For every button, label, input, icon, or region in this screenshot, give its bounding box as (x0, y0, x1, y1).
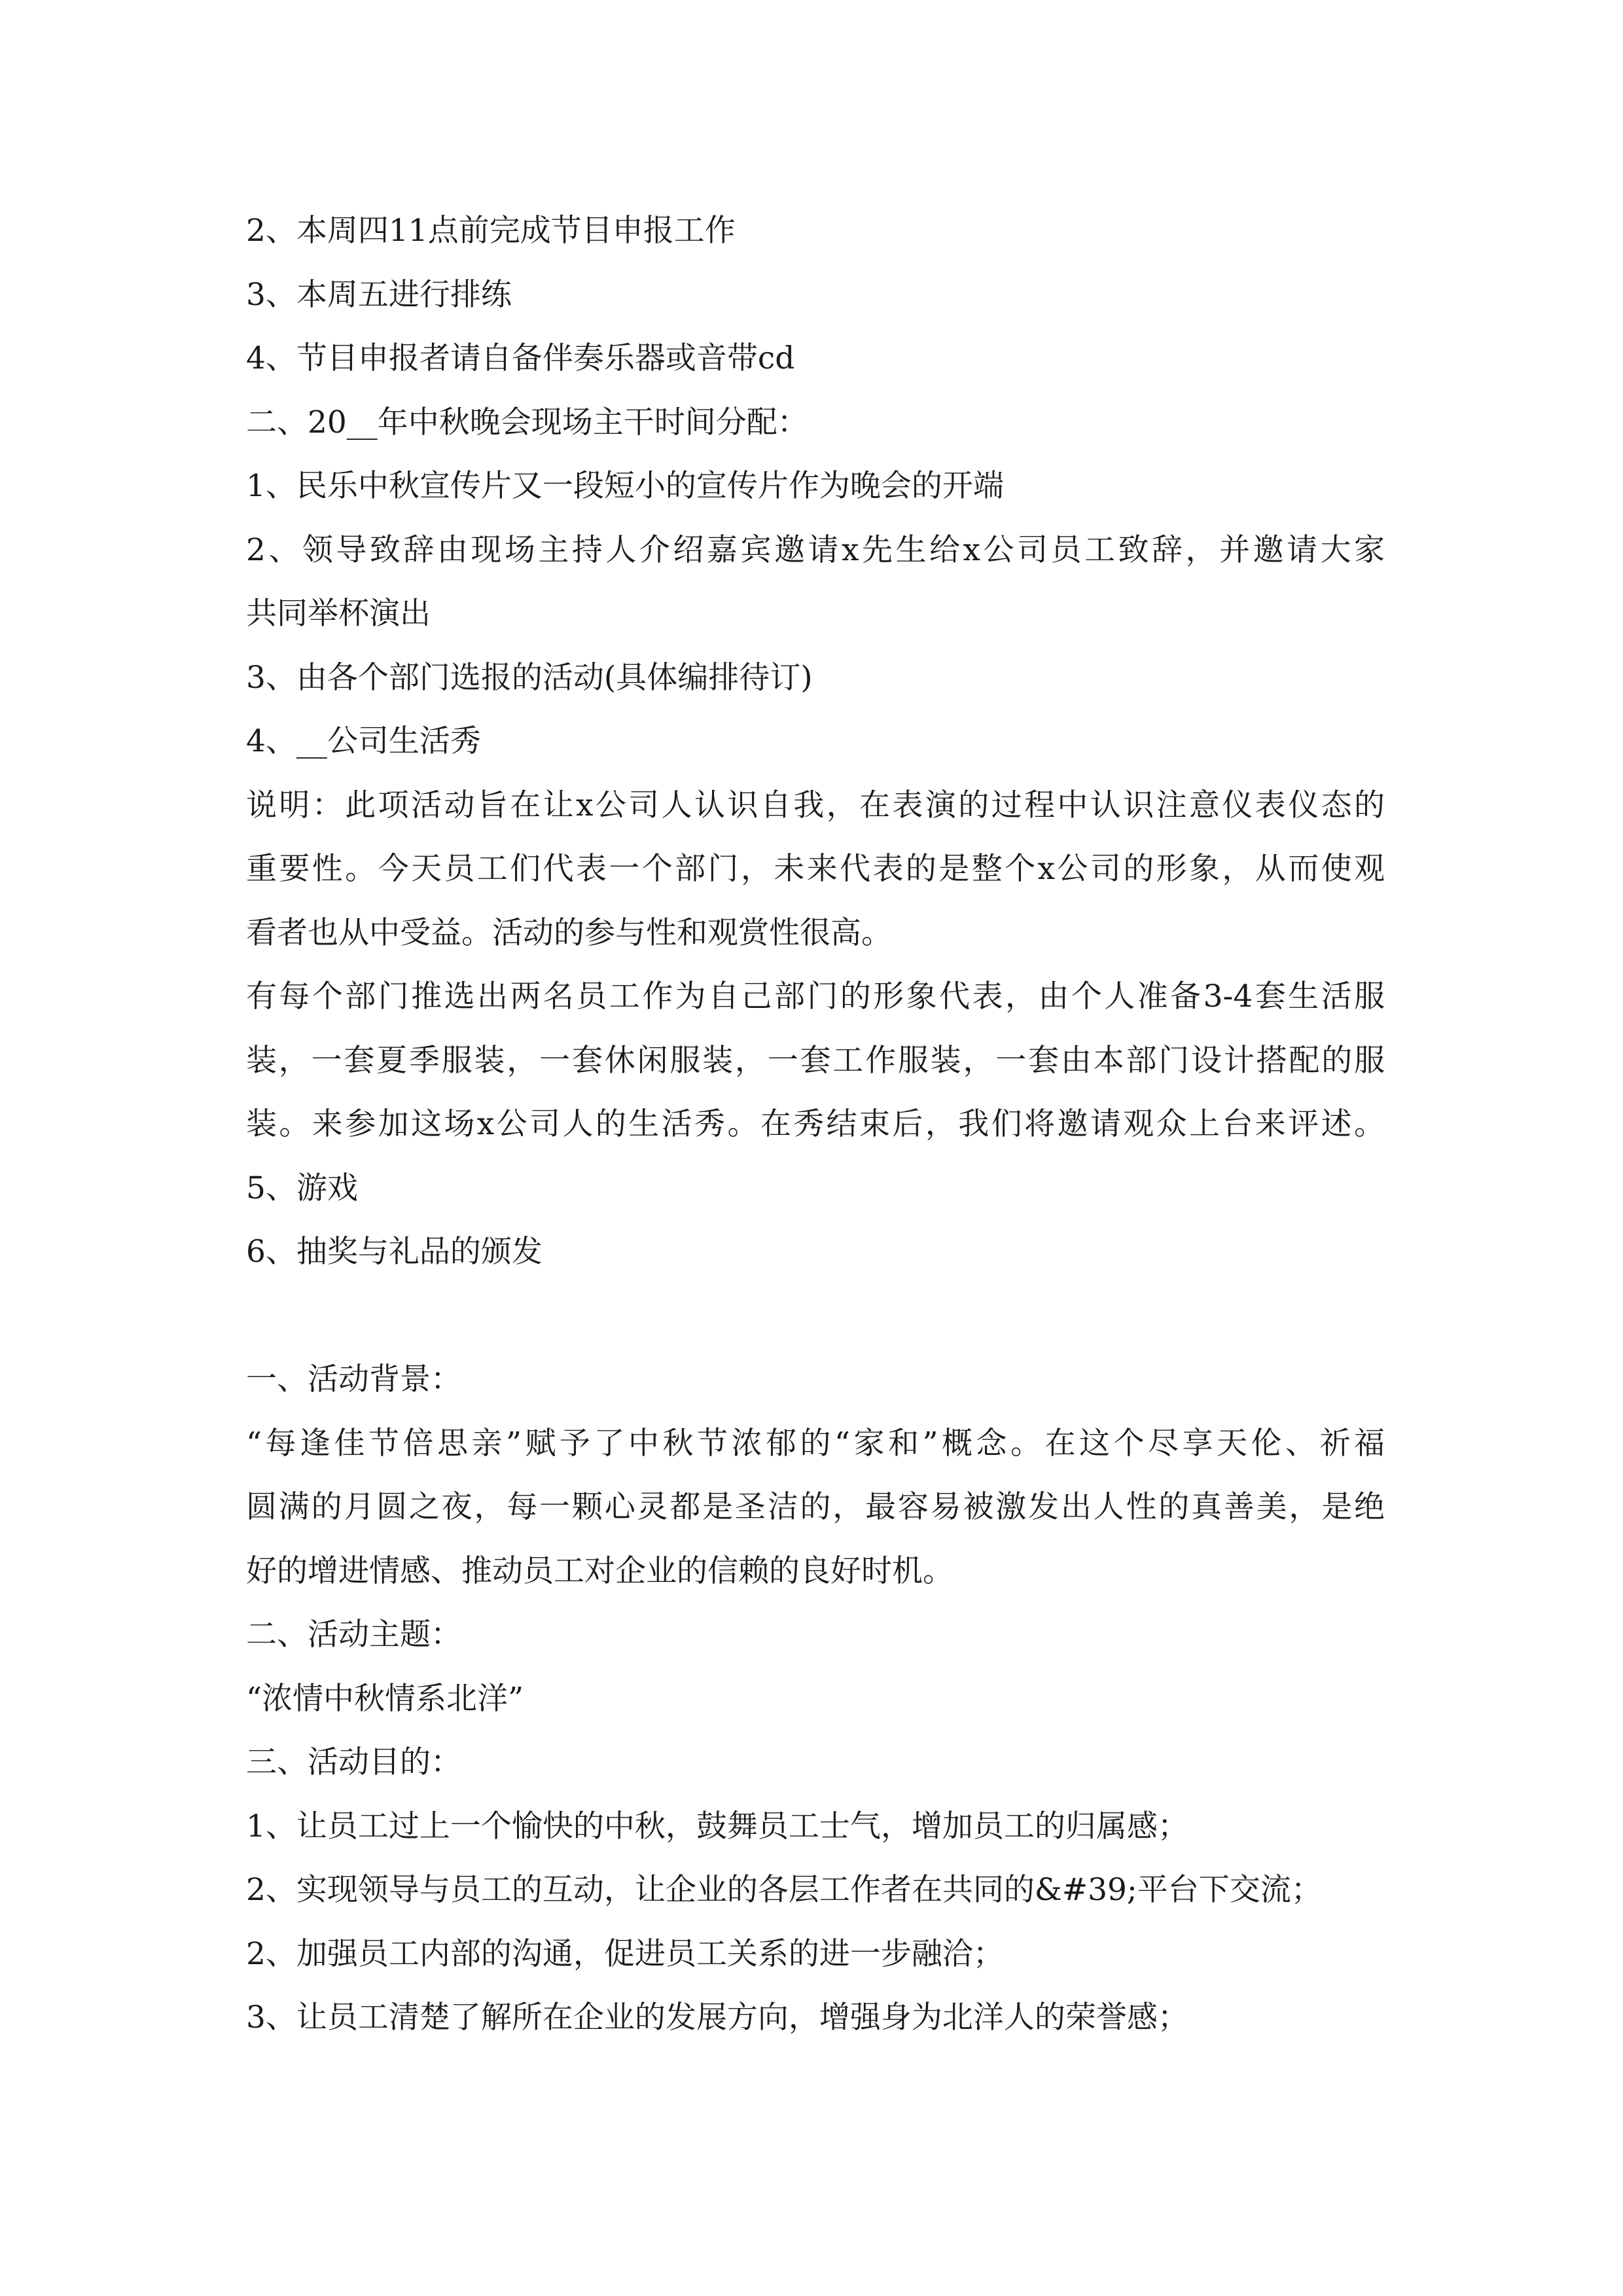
text-line: 2、实现领导与员工的互动，让企业的各层工作者在共同的&#39;平台下交流； (246, 1872, 1322, 1908)
text-line: 3、本周五进行排练 (246, 276, 512, 313)
text-line: 看者也从中受益。活动的参与性和观赏性很高。 (246, 914, 892, 951)
text-line: 6、抽奖与礼品的颁发 (246, 1234, 543, 1270)
text-line: 重要性。今天员工们代表一个部门，未来代表的是整个x公司的形象，从而使观 (246, 851, 1385, 887)
section-heading: 三、活动目的： (246, 1744, 461, 1780)
text-line: 2、本周四11点前完成节目申报工作 (246, 213, 736, 249)
text-line: 3、由各个部门选报的活动(具体编排待订) (246, 659, 813, 696)
text-line: 4、节目申报者请自备伴奏乐器或音带cd (246, 340, 795, 376)
text-line: 好的增进情感、推动员工对企业的信赖的良好时机。 (246, 1552, 954, 1589)
text-line: 1、民乐中秋宣传片又一段短小的宣传片作为晚会的开端 (246, 468, 1004, 504)
blank-line (246, 1284, 1385, 1348)
text-line: 1、让员工过上一个愉快的中秋，鼓舞员工士气，增加员工的归属感； (246, 1808, 1188, 1844)
text-line: 5、游戏 (246, 1170, 358, 1206)
text-line: 说明：此项活动旨在让x公司人认识自我，在表演的过程中认识注意仪表仪态的 (246, 787, 1385, 823)
text-line: “浓情中秋情系北洋” (246, 1680, 524, 1717)
text-line: 有每个部门推选出两名员工作为自己部门的形象代表，由个人准备3-4套生活服 (246, 978, 1385, 1014)
text-line: 2、领导致辞由现场主持人介绍嘉宾邀请x先生给x公司员工致辞，并邀请大家 (246, 531, 1385, 568)
section-heading: 一、活动背景： (246, 1361, 461, 1397)
text-line: 装，一套夏季服装，一套休闲服装，一套工作服装，一套由本部门设计搭配的服 (246, 1042, 1385, 1079)
text-line: 4、__公司生活秀 (246, 723, 481, 759)
text-line: “每逢佳节倍思亲”赋予了中秋节浓郁的“家和”概念。在这个尽享天伦、祈福 (246, 1425, 1385, 1462)
text-line: 3、让员工清楚了解所在企业的发展方向，增强身为北洋人的荣誉感； (246, 2000, 1188, 2036)
text-line: 装。来参加这场x公司人的生活秀。在秀结束后，我们将邀请观众上台来评述。 (246, 1106, 1385, 1142)
text-line: 共同举杯演出 (246, 596, 431, 632)
text-line: 圆满的月圆之夜，每一颗心灵都是圣洁的，最容易被激发出人性的真善美，是绝 (246, 1489, 1385, 1525)
section-heading: 二、活动主题： (246, 1617, 461, 1653)
document-body (246, 199, 1385, 2050)
text-line: 2、加强员工内部的沟通，促进员工关系的进一步融洽； (246, 1935, 1004, 1972)
section-heading: 二、20__年中秋晚会现场主干时间分配： (246, 404, 808, 440)
